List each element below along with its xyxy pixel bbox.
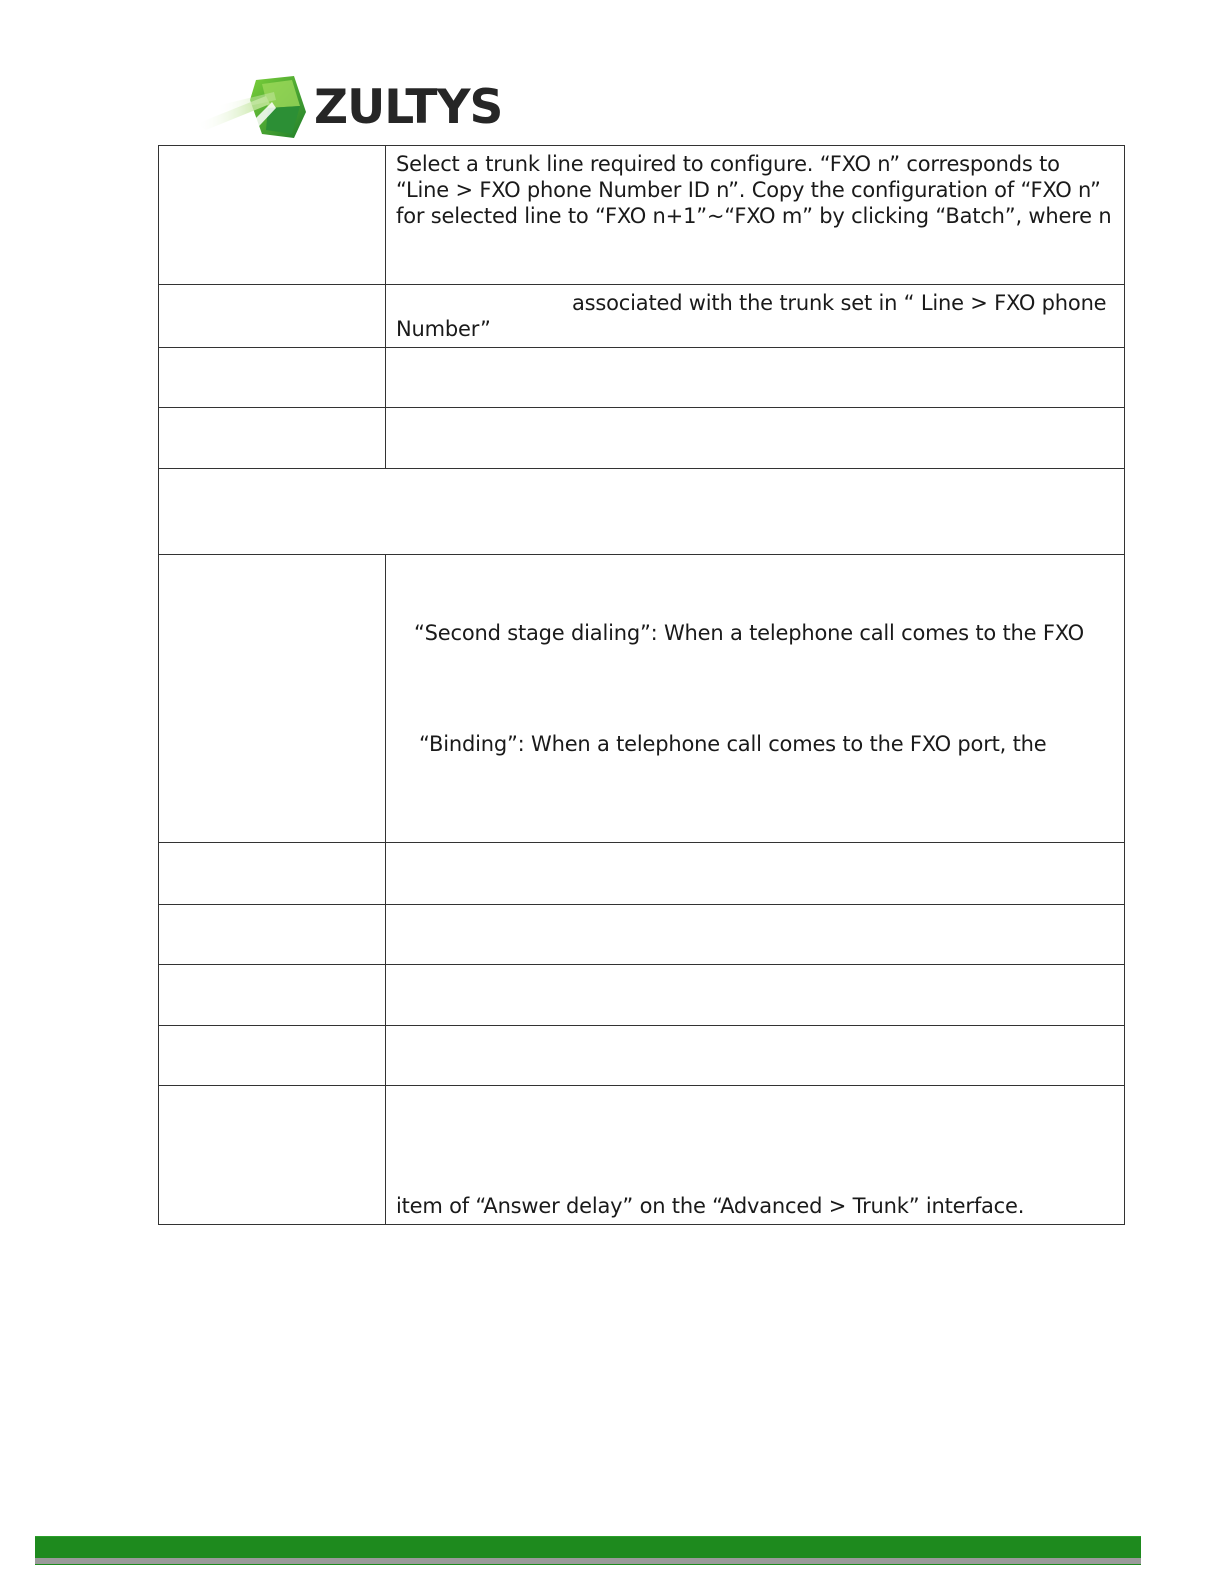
table-row: [159, 285, 1125, 348]
table-cell-label: [159, 285, 386, 348]
table-cell-label: [159, 1026, 386, 1086]
table-cell-description: [386, 555, 1125, 843]
table-row: [159, 843, 1125, 905]
row2-text-line2: Number”: [396, 317, 491, 341]
table-row: [159, 408, 1125, 469]
table-row: [159, 348, 1125, 408]
table-row: [159, 555, 1125, 843]
table-row: [159, 905, 1125, 965]
table-cell-label: [159, 1086, 386, 1225]
table-cell-description: [386, 1086, 1125, 1225]
table-cell-label: [159, 348, 386, 408]
table-cell-description: [386, 348, 1125, 408]
table-cell-description: [386, 146, 1125, 285]
row11-text-line1: item of “Answer delay” on the “Advanced > Trunk” interface.: [396, 1194, 1025, 1218]
row1-text-line2: “Line > FXO phone Number ID n”. Copy the configuration of “FXO n”: [396, 178, 1101, 202]
table-cell-label: [159, 965, 386, 1026]
row2-text-line1: associated with the trunk set in “ Line > FXO phone: [572, 291, 1107, 315]
row1-text-line1: Select a trunk line required to configure. “FXO n” corresponds to: [396, 152, 1060, 176]
table-cell-label: [159, 146, 386, 285]
zultys-logo: [196, 72, 516, 144]
row6-text-line2: “Binding”: When a telephone call comes to the FXO port, the: [419, 732, 1047, 756]
table-row: [159, 1086, 1125, 1225]
table-row: [159, 965, 1125, 1026]
logo-wordmark: ZULTYS: [314, 80, 503, 135]
table-row-full-width: [159, 469, 1125, 555]
table-cell-description: [386, 843, 1125, 905]
table-cell-label: [159, 905, 386, 965]
table-cell-description: [386, 408, 1125, 469]
table-row: [159, 146, 1125, 285]
table-cell-label: [159, 555, 386, 843]
parameter-table: [158, 145, 1125, 1225]
row6-text-line1: “Second stage dialing”: When a telephone call comes to the FXO: [414, 621, 1084, 645]
table-cell-label: [159, 408, 386, 469]
zultys-cube-icon: [196, 72, 316, 144]
row1-text-line3: for selected line to “FXO n+1”~“FXO m” by clicking “Batch”, where n: [396, 204, 1112, 228]
table-cell-description: [386, 1026, 1125, 1086]
table-cell-description: [386, 905, 1125, 965]
table-cell-description: [386, 965, 1125, 1026]
footer-bar-shadow: [35, 1558, 1141, 1564]
table-row: [159, 1026, 1125, 1086]
table-cell-description: [386, 285, 1125, 348]
table-cell-label: [159, 843, 386, 905]
table-cell-merged: [159, 469, 1125, 555]
